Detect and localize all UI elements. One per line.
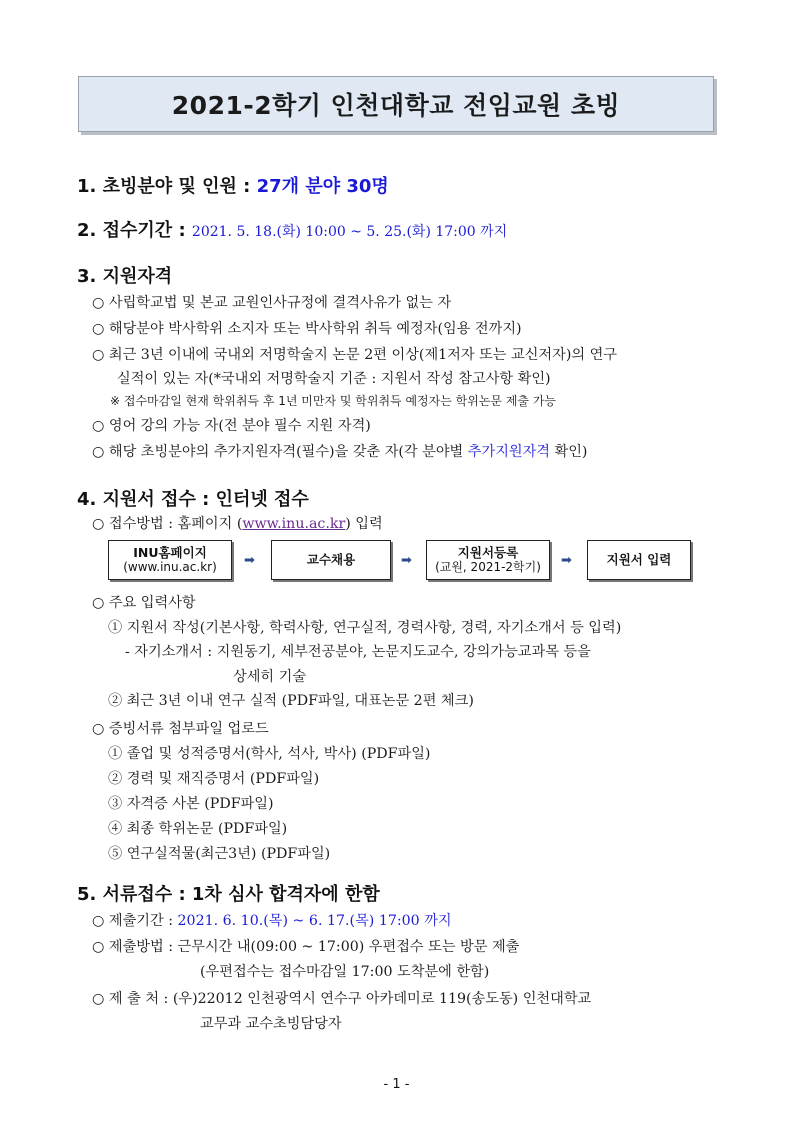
section-3-heading: 3. 지원자격: [77, 266, 173, 287]
input-item-detail: - 자기소개서 : 지원동기, 세부전공분야, 논문지도교수, 강의가능교과목 등을: [125, 644, 591, 660]
arrow-right-icon: ➡: [561, 553, 572, 568]
section-1-value: 27개 분야 30명: [256, 176, 389, 197]
qualification-item: ○ 해당분야 박사학위 소지자 또는 박사학위 취득 예정자(임용 전까지): [92, 321, 522, 337]
qualification-item-text: 확인): [550, 444, 588, 460]
input-item-detail: 상세히 기술: [233, 669, 307, 685]
section-1-label: 1. 초빙분야 및 인원 :: [77, 176, 257, 197]
flow-step-title: 지원서등록: [457, 545, 519, 560]
apply-method: [92, 513, 383, 533]
submission-method-note: (우편접수는 접수마감일 17:00 도착분에 한함): [200, 964, 490, 980]
flow-step-recruitment: [271, 540, 391, 580]
homepage-link[interactable]: www.inu.ac.kr: [242, 516, 346, 532]
flow-step-title: 지원서 입력: [606, 552, 672, 567]
apply-method-text: ) 입력: [345, 516, 383, 532]
arrow-right-icon: ➡: [401, 553, 412, 568]
section-4-heading: 4. 지원서 접수 : 인터넷 접수: [77, 489, 309, 510]
upload-item: ② 경력 및 재직증명서 (PDF파일): [108, 771, 320, 787]
qualification-note: ※ 접수마감일 현재 학위취득 후 1년 미만자 및 학위취득 예정자는 학위논문 제출 가능: [110, 394, 557, 408]
section-2-value: 2021. 5. 18.(화) 10:00 ~ 5. 25.(화) 17:00 까지: [191, 224, 508, 240]
qualification-item: ○ 사립학교법 및 본교 교원인사규정에 결격사유가 없는 자: [92, 295, 452, 311]
input-items-heading: ○ 주요 입력사항: [92, 595, 196, 611]
submission-period-label: ○ 제출기간 :: [92, 913, 178, 929]
flow-step-sub: (교원, 2021-2학기): [435, 560, 541, 574]
qualification-item-text: ○ 해당 초빙분야의 추가지원자격(필수)을 갖춘 자(각 분야별: [92, 444, 468, 460]
flow-step-homepage: [108, 540, 232, 580]
section-1-heading: [77, 172, 389, 198]
upload-item: ① 졸업 및 성적증명서(학사, 석사, 박사) (PDF파일): [108, 746, 431, 762]
page-number: - 1 -: [383, 1077, 410, 1092]
upload-item: ⑤ 연구실적물(최근3년) (PDF파일): [108, 846, 331, 862]
section-2-label: 2. 접수기간 :: [77, 220, 192, 241]
submission-address-cont: 교무과 교수초빙담당자: [200, 1016, 342, 1032]
input-item: ② 최근 3년 이내 연구 실적 (PDF파일, 대표논문 2편 체크): [108, 693, 474, 709]
document-title: 2021-2학기 인천대학교 전임교원 초빙: [78, 76, 714, 132]
qualification-item-cont: 실적이 있는 자(*국내외 저명학술지 기준 : 지원서 작성 참고사항 확인): [117, 371, 551, 387]
submission-method: ○ 제출방법 : 근무시간 내(09:00 ~ 17:00) 우편접수 또는 방문 제출: [92, 939, 520, 955]
additional-qualification-link[interactable]: 추가지원자격: [467, 444, 551, 460]
upload-heading: ○ 증빙서류 첨부파일 업로드: [92, 721, 269, 737]
arrow-right-icon: ➡: [244, 553, 255, 568]
qualification-item: ○ 최근 3년 이내에 국내외 저명학술지 논문 2편 이상(제1저자 또는 교신저자)의 연구: [92, 347, 617, 363]
qualification-item: [92, 441, 587, 461]
flow-step-register: [426, 540, 550, 580]
flow-step-input: [587, 540, 691, 580]
submission-period-value: 2021. 6. 10.(목) ~ 6. 17.(목) 17:00 까지: [177, 913, 452, 929]
input-item: ① 지원서 작성(기본사항, 학력사항, 연구실적, 경력사항, 경력, 자기소개서 등 입력): [108, 620, 622, 636]
flow-step-title: INU홈페이지: [133, 545, 207, 560]
flow-step-sub: (www.inu.ac.kr): [123, 560, 217, 574]
submission-address: ○ 제 출 처 : (우)22012 인천광역시 연수구 아카데미로 119(송도동) 인천대학교: [92, 991, 592, 1007]
submission-period: [92, 910, 452, 930]
application-flow: [108, 540, 692, 580]
upload-item: ④ 최종 학위논문 (PDF파일): [108, 821, 288, 837]
flow-step-title: 교수채용: [306, 552, 356, 567]
section-2-heading: [77, 216, 507, 242]
apply-method-text: ○ 접수방법 : 홈페이지 (: [92, 516, 243, 532]
qualification-item: ○ 영어 강의 가능 자(전 분야 필수 지원 자격): [92, 418, 371, 434]
section-5-heading: 5. 서류접수 : 1차 심사 합격자에 한함: [77, 884, 380, 905]
upload-item: ③ 자격증 사본 (PDF파일): [108, 796, 274, 812]
